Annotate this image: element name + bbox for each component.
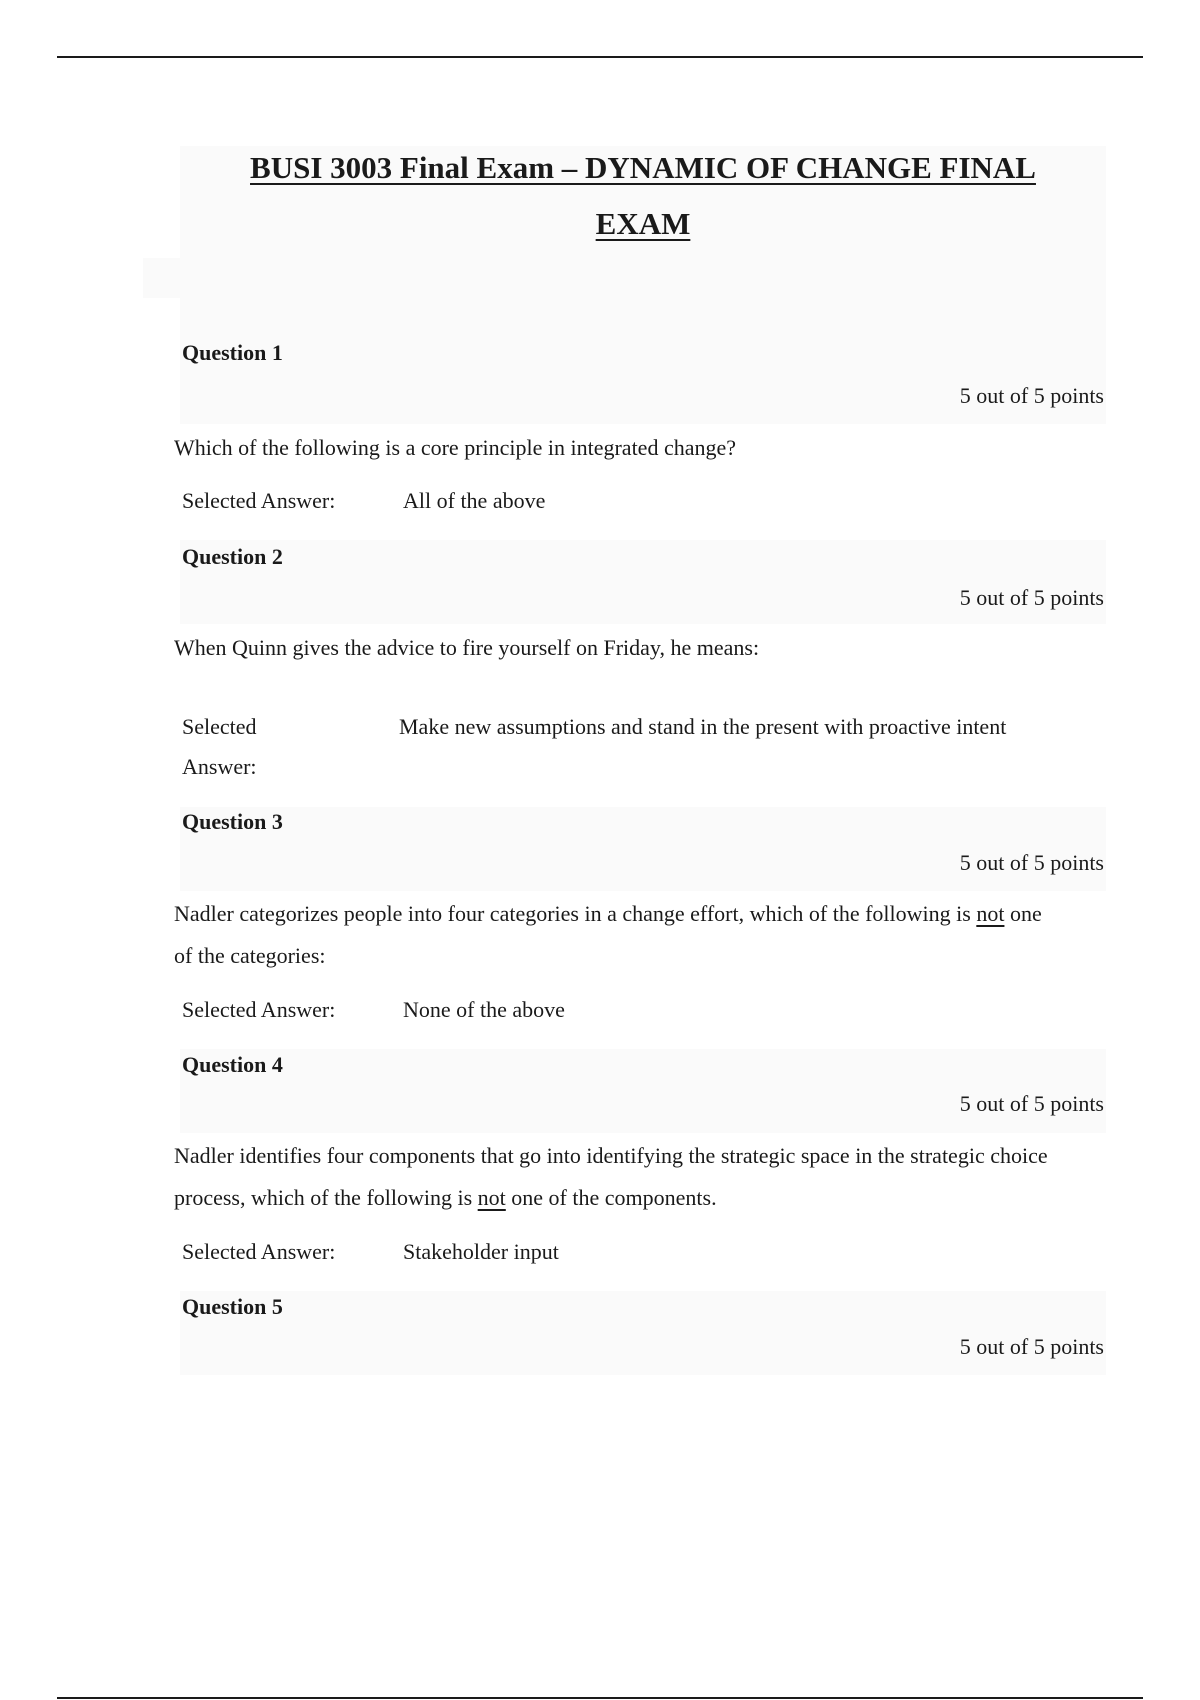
question-4-answer: Stakeholder input (403, 1239, 559, 1264)
question-5-points: 5 out of 5 points (959, 1334, 1104, 1359)
question-3-text-after: one of the categories: (174, 901, 1042, 968)
question-4-text (174, 1135, 1054, 1219)
question-4-header (180, 1049, 1106, 1133)
question-1-label: Question 1 (182, 340, 283, 365)
question-2-label: Question 2 (182, 544, 283, 569)
question-1-points: 5 out of 5 points (959, 383, 1104, 408)
question-3-answer: None of the above (403, 997, 565, 1022)
question-4-label: Question 4 (182, 1052, 283, 1077)
question-2-answer: Make new assumptions and stand in the present with proactive intent (399, 714, 1007, 739)
question-3-header (180, 807, 1106, 891)
title-line-1: BUSI 3003 Final Exam – DYNAMIC OF CHANGE FINAL (250, 150, 1036, 185)
question-3-text (174, 893, 1054, 977)
question-2-answer-label: Selected Answer: (182, 714, 257, 779)
bottom-rule (57, 1697, 1143, 1699)
question-1-answer: All of the above (403, 488, 546, 513)
question-3-answer-label: Selected Answer: (182, 997, 336, 1022)
document-title (180, 140, 1106, 252)
question-4-emphasis: not (477, 1185, 506, 1210)
question-4-text-before: Nadler identifies four components that go into identifying the strategic space in the strategic choice process, which of the following is (174, 1143, 1048, 1210)
question-1-answer-label: Selected Answer: (182, 488, 336, 513)
question-2-header (180, 540, 1106, 624)
question-3-text-before: Nadler categorizes people into four categories in a change effort, which of the following is (174, 901, 977, 926)
question-4-points: 5 out of 5 points (959, 1091, 1104, 1116)
question-5-header (180, 1291, 1106, 1375)
title-band-notch (143, 258, 183, 298)
question-1-header (180, 338, 1106, 424)
question-3-label: Question 3 (182, 809, 283, 834)
question-4-text-after: one of the components. (505, 1185, 717, 1210)
question-1-text: Which of the following is a core principle in integrated change? (174, 435, 737, 460)
question-4-answer-label: Selected Answer: (182, 1239, 336, 1264)
question-2-points: 5 out of 5 points (959, 585, 1104, 610)
top-rule (57, 56, 1143, 58)
title-line-2: EXAM (595, 206, 691, 241)
question-5-label: Question 5 (182, 1294, 283, 1319)
question-3-points: 5 out of 5 points (959, 850, 1104, 875)
question-3-emphasis: not (976, 901, 1005, 926)
question-2-text: When Quinn gives the advice to fire yourself on Friday, he means: (174, 635, 760, 660)
